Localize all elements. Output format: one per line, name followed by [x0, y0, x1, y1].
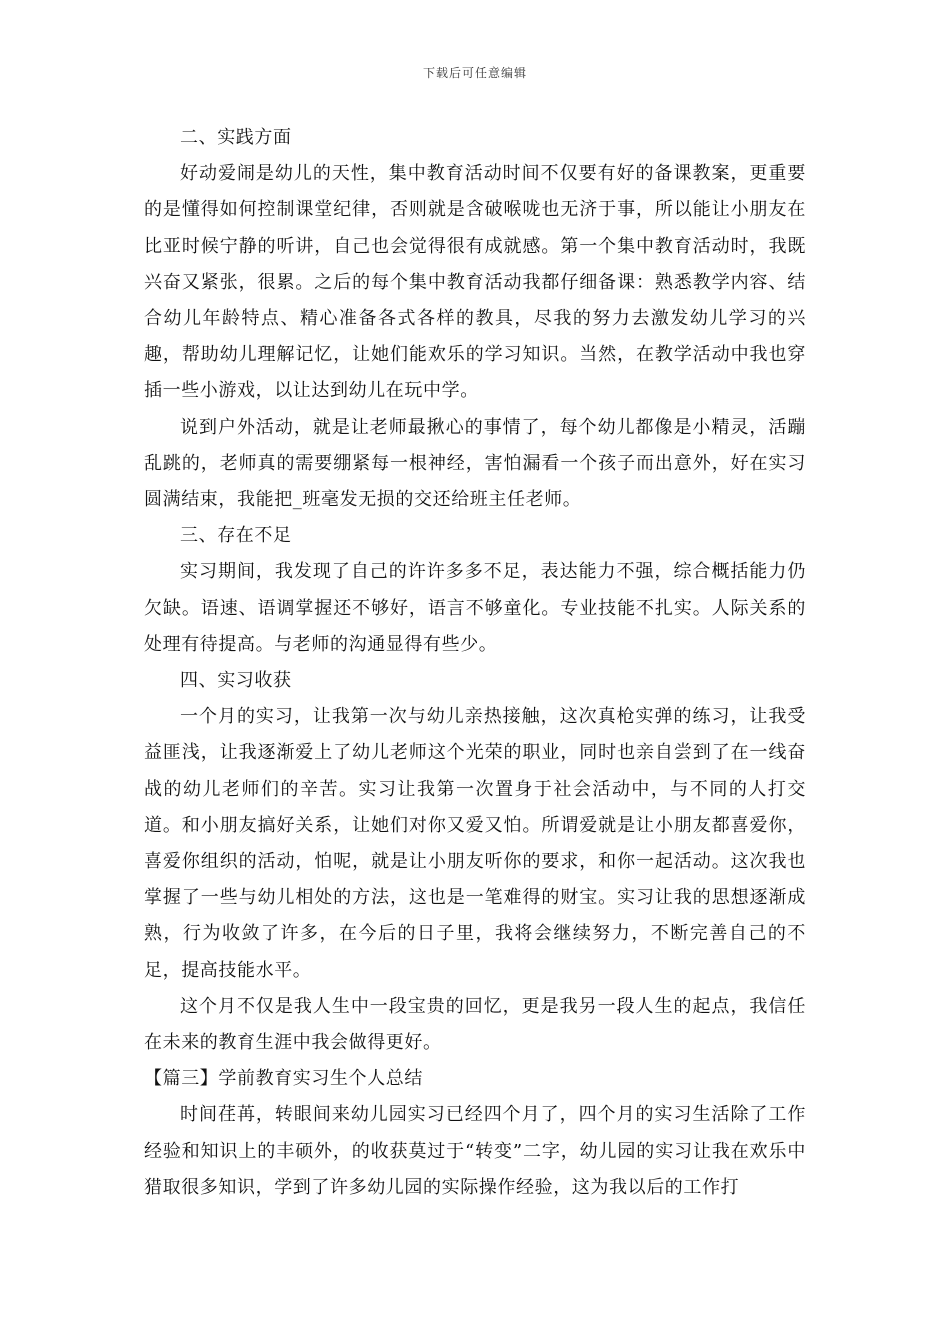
document-body	[144, 120, 806, 1206]
body-paragraph: 时间荏苒，转眼间来幼儿园实习已经四个月了，四个月的实习生活除了工作经验和知识上的丰硕外，的收获莫过于“转变”二字，幼儿园的实习让我在欢乐中猎取很多知识，学到了许多幼儿园的实际操作经验，这为我以后的工作打	[144, 1104, 806, 1198]
body-paragraph: 好动爱闹是幼儿的天性，集中教育活动时间不仅要有好的备课教案，更重要的是懂得如何控制课堂纪律，否则就是含破喉咙也无济于事，所以能让小朋友在比亚时候宁静的听讲，自己也会觉得很有成就感。第一个集中教育活动时，我既兴奋又紧张，很累。之后的每个集中教育活动我都仔细备课：熟悉教学内容、结合幼儿年龄特点、精心准备各式各样的教具，尽我的努力去激发幼儿学习的兴趣，帮助幼儿理解记忆，让她们能欢乐的学习知识。当然，在教学活动中我也穿插一些小游戏，以让达到幼儿在玩中学。	[144, 163, 806, 402]
section-heading-practice: 二、实践方面	[180, 127, 292, 148]
section-heading-shortcomings: 三、存在不足	[180, 525, 292, 547]
body-paragraph: 这个月不仅是我人生中一段宝贵的回忆，更是我另一段人生的起点，我信任在未来的教育生涯中我会做得更好。	[144, 995, 806, 1054]
article-title-part3: 【篇三】学前教育实习生个人总结	[144, 1068, 423, 1090]
body-paragraph: 实习期间，我发现了自己的许许多多不足，表达能力不强，综合概括能力仍欠缺。语速、语调掌握还不够好，语言不够童化。专业技能不扎实。人际关系的处理有待提高。与老师的沟通显得有些少。	[144, 561, 806, 655]
section-heading-gains: 四、实习收获	[180, 670, 292, 692]
body-paragraph: 一个月的实习，让我第一次与幼儿亲热接触，这次真枪实弹的练习，让我受益匪浅，让我逐渐爱上了幼儿老师这个光荣的职业，同时也亲自尝到了在一线奋战的幼儿老师们的辛苦。实习让我第一次置身于社会活动中，与不同的人打交道。和小朋友搞好关系，让她们对你又爱又怕。所谓爱就是让小朋友都喜爱你，喜爱你组织的活动，怕呢，就是让小朋友听你的要求，和你一起活动。这次我也掌握了一些与幼儿相处的方法，这也是一笔难得的财宝。实习让我的思想逐渐成熟，行为收敛了许多，在今后的日子里，我将会继续努力，不断完善自己的不足，提高技能水平。	[144, 706, 806, 981]
page-header: 下载后可任意编辑	[422, 66, 527, 80]
body-paragraph: 说到户外活动，就是让老师最揪心的事情了，每个幼儿都像是小精灵，活蹦乱跳的，老师真的需要绷紧每一根神经，害怕漏看一个孩子而出意外，好在实习圆满结束，我能把_班毫发无损的交还给班主任老师。	[144, 416, 806, 511]
